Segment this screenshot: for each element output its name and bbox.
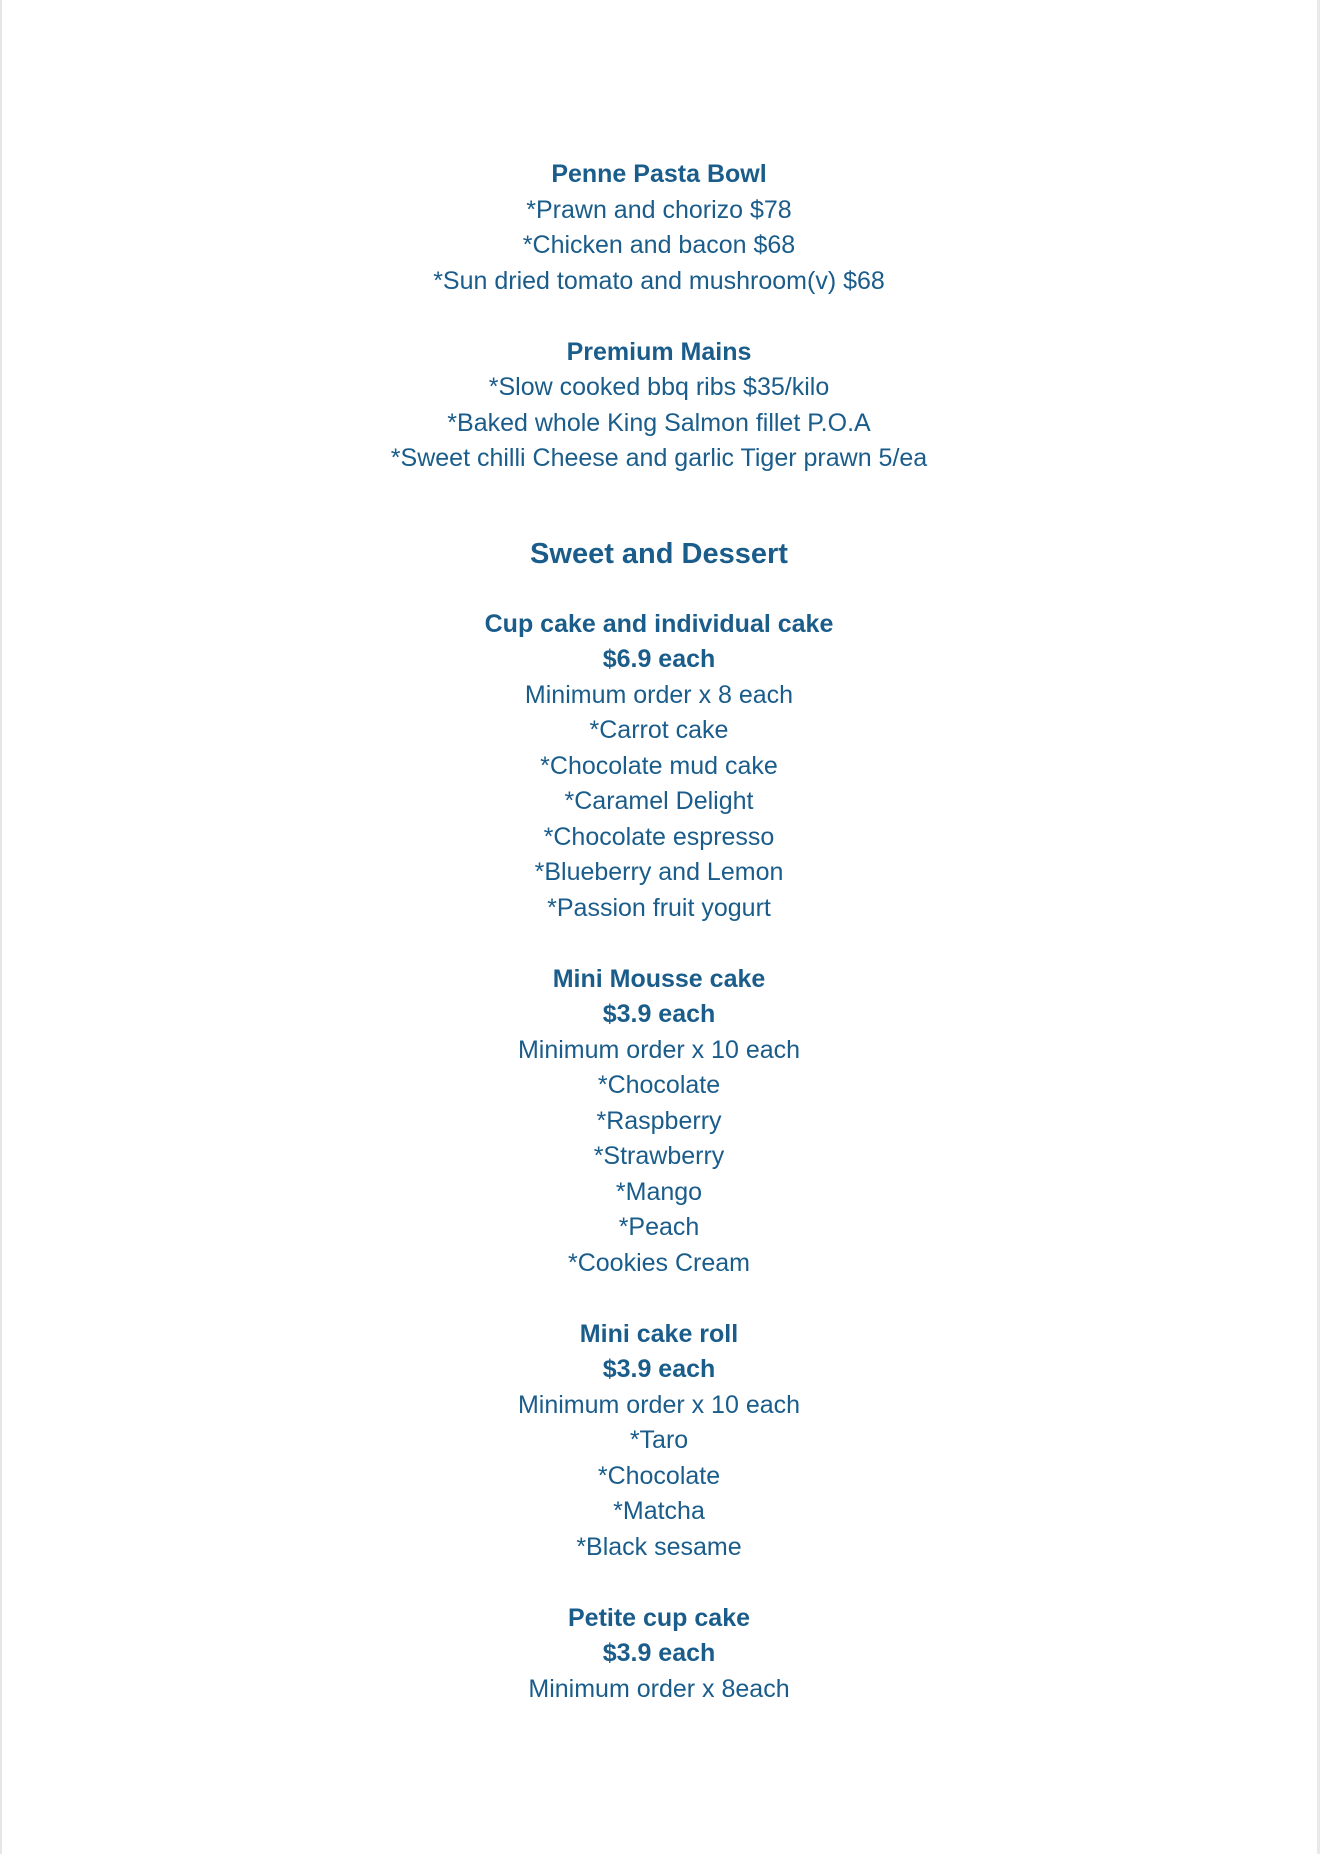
menu-item: *Peach [618, 1213, 700, 1241]
menu-item: *Raspberry [596, 1106, 722, 1135]
petite-minimum: Minimum order x 8each [528, 1674, 790, 1703]
roll-title: Mini cake roll [579, 1319, 739, 1348]
premium-section [0, 335, 1318, 477]
pasta-title: Penne Pasta Bowl [551, 160, 767, 188]
mousse-minimum: Minimum order x 10 each [517, 1035, 801, 1064]
roll-price: $3.9 each [602, 1355, 716, 1383]
petite-price: $3.9 each [602, 1639, 716, 1667]
menu-item: *Strawberry [593, 1142, 725, 1170]
menu-item: *Matcha [613, 1497, 705, 1525]
roll-minimum: Minimum order x 10 each [517, 1390, 801, 1419]
cupcake-price: $6.9 each [602, 645, 716, 673]
menu-item: *Caramel Delight [564, 787, 754, 815]
menu-item: *Chocolate [597, 1071, 721, 1099]
cupcake-minimum: Minimum order x 8 each [524, 680, 794, 709]
menu-item: *Blueberry and Lemon [534, 858, 784, 886]
dessert-section-title: Sweet and Dessert [530, 537, 788, 570]
menu-item: *Passion fruit yogurt [547, 893, 771, 922]
petite-section [0, 1601, 1318, 1708]
menu-item: *Taro [629, 1426, 689, 1454]
mousse-title: Mini Mousse cake [552, 964, 766, 993]
cupcake-section [0, 607, 1318, 927]
menu-item: *Chocolate mud cake [540, 751, 778, 780]
roll-section [0, 1317, 1318, 1566]
menu-item: *Chocolate [597, 1461, 721, 1490]
menu-item: *Chocolate espresso [543, 822, 775, 851]
premium-title: Premium Mains [566, 337, 752, 366]
menu-item: *Carrot cake [589, 716, 729, 744]
pasta-section [0, 157, 1318, 299]
menu-item: *Sun dried tomato and mushroom(v) $68 [433, 266, 885, 295]
mousse-price: $3.9 each [602, 1000, 716, 1028]
mousse-section [0, 962, 1318, 1282]
menu-item: *Mango [615, 1177, 703, 1206]
menu-item: *Chicken and bacon $68 [522, 231, 796, 259]
cupcake-title: Cup cake and individual cake [484, 609, 834, 638]
menu-item: *Prawn and chorizo $78 [526, 195, 792, 224]
petite-title: Petite cup cake [567, 1603, 751, 1632]
menu-item: *Baked whole King Salmon fillet P.O.A [447, 408, 871, 437]
menu-item: *Cookies Cream [567, 1248, 750, 1277]
menu-item: *Slow cooked bbq ribs $35/kilo [488, 373, 830, 401]
menu-item: *Sweet chilli Cheese and garlic Tiger prawn 5/ea [390, 444, 928, 472]
menu-item: *Black sesame [576, 1532, 742, 1561]
menu-document [0, 157, 1318, 1707]
